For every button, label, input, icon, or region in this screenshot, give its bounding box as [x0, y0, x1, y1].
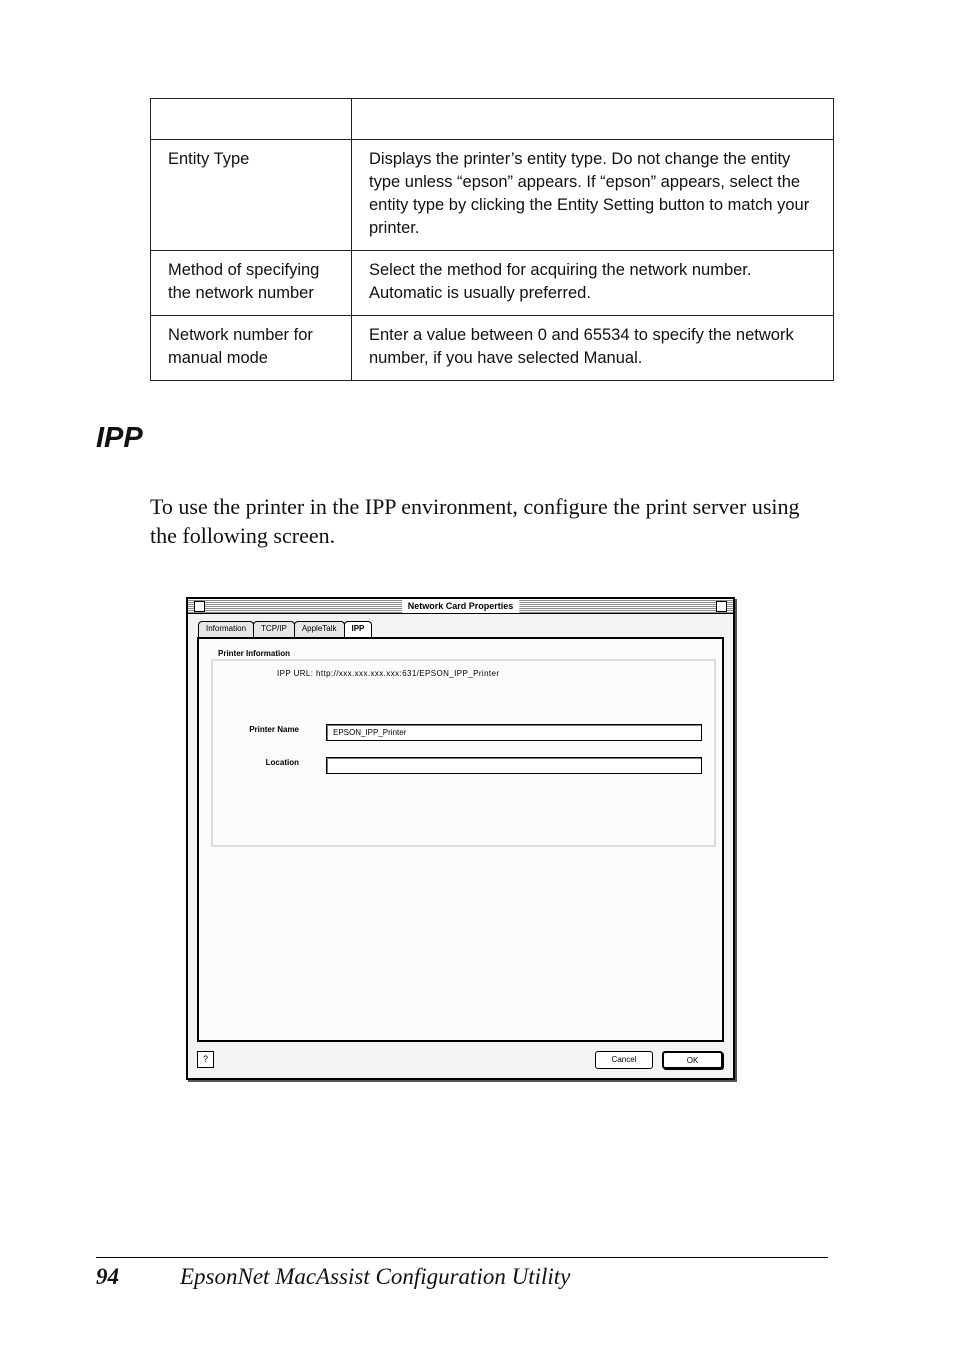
section-heading: IPP	[96, 422, 143, 454]
ipp-url-text: IPP URL: http://xxx.xxx.xxx.xxx:631/EPSON_IPP_Printer	[277, 669, 500, 678]
table-row	[151, 140, 834, 251]
page-number: 94	[96, 1264, 119, 1289]
zoom-box-icon[interactable]	[716, 601, 727, 612]
row-description: Select the method for acquiring the network number. Automatic is usually preferred.	[352, 251, 834, 316]
properties-dialog	[186, 597, 735, 1080]
row-label: Network number for manual mode	[151, 316, 352, 381]
location-label: Location	[265, 758, 299, 767]
intro-paragraph: To use the printer in the IPP environment, configure the print server using the following screen.	[150, 494, 800, 548]
printer-name-field[interactable]: EPSON_IPP_Printer	[326, 724, 702, 741]
table-row	[151, 251, 834, 316]
running-title: EpsonNet MacAssist Configuration Utility	[180, 1264, 571, 1289]
table-header-row	[151, 99, 834, 140]
location-field[interactable]	[326, 757, 702, 774]
row-label: Method of specifying the network number	[151, 251, 352, 316]
ok-button[interactable]: OK	[662, 1051, 723, 1069]
printer-name-label: Printer Name	[249, 725, 299, 734]
close-box-icon[interactable]	[194, 601, 205, 612]
table-row	[151, 316, 834, 381]
group-label: Printer Information	[218, 649, 291, 658]
table-header-cell	[352, 99, 834, 140]
dialog-title-bar[interactable]	[188, 599, 733, 614]
row-description: Displays the printer’s entity type. Do not change the entity type unless “epson” appears. If “epson” appears, select the entity type by clicking the Entity Setting button to match your printer.	[352, 140, 834, 251]
footer-rule	[96, 1257, 828, 1258]
tab-appletalk[interactable]: AppleTalk	[294, 621, 345, 637]
printer-info-group	[211, 659, 716, 847]
settings-table	[150, 98, 834, 381]
row-label: Entity Type	[151, 140, 352, 251]
tab-panel	[197, 637, 724, 1042]
row-description: Enter a value between 0 and 65534 to specify the network number, if you have selected Manual.	[352, 316, 834, 381]
table-header-cell	[151, 99, 352, 140]
cancel-button[interactable]: Cancel	[595, 1051, 653, 1069]
tab-bar	[198, 621, 371, 637]
tab-tcpip[interactable]: TCP/IP	[253, 621, 295, 637]
tab-ipp[interactable]: IPP	[344, 621, 373, 637]
help-icon[interactable]: ?	[197, 1051, 214, 1068]
tab-information[interactable]: Information	[198, 621, 254, 637]
dialog-title: Network Card Properties	[402, 599, 520, 613]
